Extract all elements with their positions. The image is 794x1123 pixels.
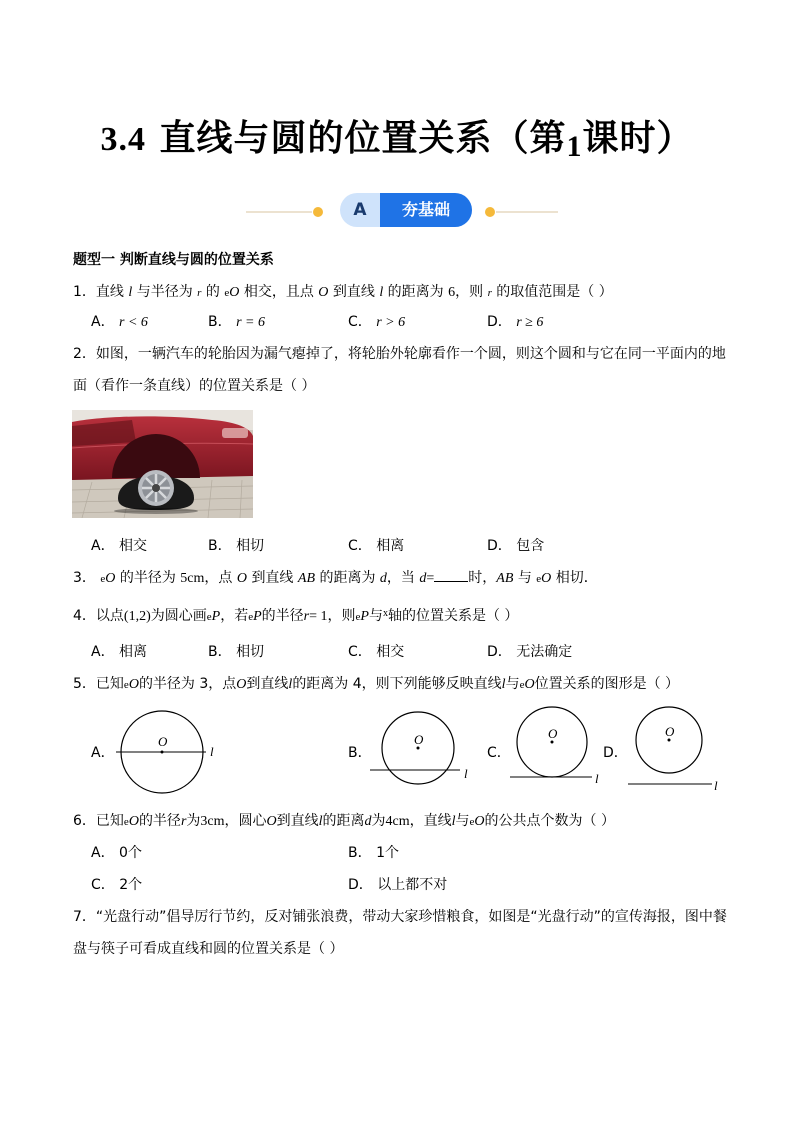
svg-text:l: l (464, 766, 468, 781)
svg-text:O: O (158, 734, 168, 749)
question-7-line2: 盘与筷子可看成直线和圆的位置关系是（ ） (73, 941, 344, 957)
level-badge (246, 192, 558, 228)
q5-figure-c (508, 706, 604, 788)
svg-text:l: l (210, 744, 214, 759)
question-6: 6．已知eO的半径r为3cm，圆心O到直线l的距离d为4cm，直线l与eO的公共点个数为（ ） (73, 813, 615, 829)
question-2-line2: 面（看作一条直线）的位置关系是（ ） (73, 378, 316, 394)
flat-tire-car-image (72, 410, 253, 518)
q6-option-c[interactable]: C． 2个 (91, 877, 143, 893)
answer-blank[interactable] (434, 567, 468, 582)
q2-option-c[interactable]: C． 相离 (348, 538, 405, 554)
q2-option-a[interactable]: A． 相交 (91, 538, 148, 554)
question-7-line1: 7．“光盘行动”倡导厉行节约，反对铺张浪费，带动大家珍惜粮食，如图是“光盘行动”的宣传海报，图中餐 (73, 909, 727, 925)
question-number: 3． (73, 570, 96, 586)
svg-text:l: l (595, 771, 599, 786)
section-number: 3.4 (100, 121, 146, 158)
question-4: 4．以点(1,2)为圆心画eP，若eP的半径r= 1，则eP与$^x$轴的位置关系是（ ） (73, 608, 519, 624)
q1-option-a[interactable]: A． r < 6 (91, 314, 148, 330)
title-lesson-number: 1 (566, 130, 583, 163)
q1-option-c[interactable]: C． r > 6 (348, 314, 406, 330)
q4-option-b[interactable]: B． 相切 (208, 644, 265, 660)
q6-option-b[interactable]: B． 1个 (348, 845, 399, 861)
q4-option-d[interactable]: D． 无法确定 (487, 644, 573, 660)
question-2-line1: 2．如图，一辆汽车的轮胎因为漏气瘪掉了，将轮胎外轮廓看作一个圆，则这个圆和与它在同一平面内的地 (73, 346, 726, 362)
q2-option-b[interactable]: B． 相切 (208, 538, 265, 554)
q5-option-c[interactable]: C． (487, 745, 511, 761)
badge-letter: A (353, 200, 367, 220)
q1-option-d[interactable]: D． r ≥ 6 (487, 314, 544, 330)
q5-option-a[interactable]: A． (91, 745, 115, 761)
title-main: 直线与圆的位置关系（第 (159, 118, 567, 159)
section-heading: 题型一 判断直线与圆的位置关系 (73, 252, 274, 268)
q6-option-d[interactable]: D． 以上都不对 (348, 877, 448, 893)
svg-text:l: l (714, 778, 718, 793)
svg-text:O: O (414, 732, 424, 747)
left-dot-icon (313, 207, 323, 217)
q5-option-b[interactable]: B． (348, 745, 372, 761)
question-number: 1． (73, 284, 96, 300)
q5-figure-a (112, 708, 224, 800)
question-number: 6． (73, 813, 96, 829)
q4-option-a[interactable]: A． 相离 (91, 644, 148, 660)
badge-text: 夯基础 (401, 200, 450, 219)
question-number: 5． (73, 676, 96, 692)
right-dot-icon (485, 207, 495, 217)
svg-text:O: O (665, 724, 675, 739)
question-1: 1．直线 l 与半径为 r 的 eO 相交，且点 O 到直线 l 的距离为 6，则 r 的取值范围是（ ） (73, 284, 613, 300)
question-3: 3． eO 的半径为 5cm，点 O 到直线 AB 的距离为 d，当 d= 时，AB 与 eO 相切． (73, 567, 598, 589)
q4-option-c[interactable]: C． 相交 (348, 644, 405, 660)
q1-option-b[interactable]: B． r = 6 (208, 314, 265, 330)
q2-option-d[interactable]: D． 包含 (487, 538, 545, 554)
q6-option-a[interactable]: A． 0个 (91, 845, 142, 861)
q5-figure-b (368, 708, 478, 798)
title-end: 课时） (582, 118, 694, 159)
question-5: 5．已知eO的半径为 3，点O到直线l的距离为 4，则下列能够反映直线l与eO位置关系的图形是（ ） (73, 676, 680, 692)
page-title (0, 110, 794, 161)
q5-figure-d (624, 704, 724, 796)
question-number: 4． (73, 608, 96, 624)
q5-option-d[interactable]: D． (603, 745, 628, 761)
svg-text:O: O (548, 726, 558, 741)
